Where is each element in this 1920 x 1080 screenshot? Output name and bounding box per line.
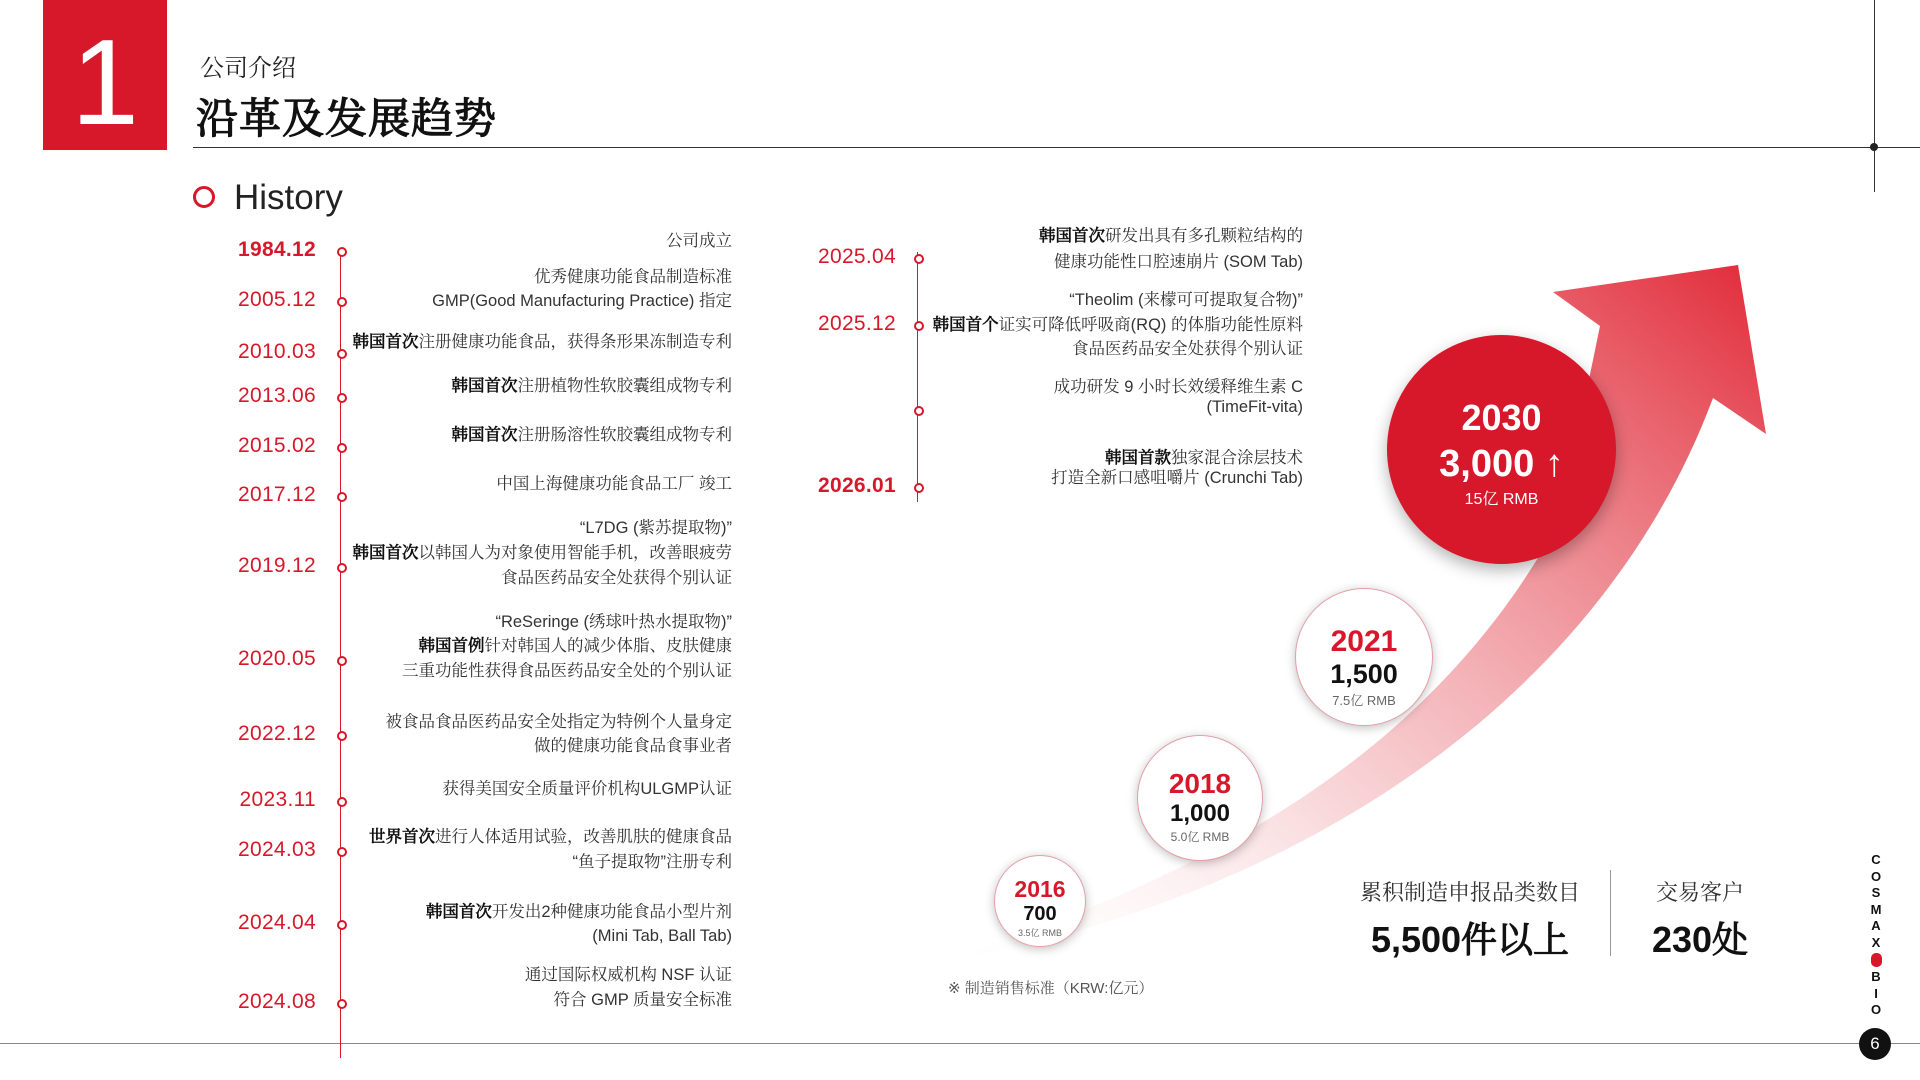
brand-emblem-icon <box>1871 953 1882 967</box>
event-text: 注册肠溶性软胶囊组成物专利 <box>517 426 732 444</box>
timeline-date: 2024.03 <box>237 838 316 861</box>
event-highlight: 韩国首次 <box>1039 227 1105 245</box>
event-text: 被食品食品医药品安全处指定为特例个人量身定 <box>385 713 732 731</box>
stats-divider <box>1610 870 1611 956</box>
timeline-date: 2023.11 <box>239 788 316 811</box>
event-text: 开发出2种健康功能食品小型片剂 <box>491 903 732 921</box>
growth-rmb: 5.0亿 RMB <box>1170 830 1230 844</box>
page-number: 6 <box>1859 1028 1891 1060</box>
event-highlight: 韩国首款 <box>1105 449 1171 467</box>
event-text: 优秀健康功能食品制造标准 <box>534 268 732 286</box>
brand-vertical-logo <box>1866 852 1886 1019</box>
timeline-date: 2017.12 <box>237 483 316 506</box>
growth-rmb: 7.5亿 RMB <box>1332 693 1396 708</box>
event-text: 食品医药品安全处获得个别认证 <box>1072 340 1303 358</box>
growth-value: 1,500 <box>1330 659 1398 689</box>
brand-letter: O <box>1870 868 1882 884</box>
event-text: (TimeFit-vita) <box>1206 398 1303 416</box>
event-text: 打造全新口感咀嚼片 (Crunchi Tab) <box>1051 469 1303 487</box>
event-highlight: 韩国首次 <box>352 544 419 562</box>
event-text: 针对韩国人的减少体脂、皮肤健康 <box>484 637 732 655</box>
event-text: 食品医药品安全处获得个别认证 <box>501 569 732 587</box>
section-number: 1 <box>71 14 139 150</box>
clients-label: 交易客户 <box>1655 880 1744 905</box>
growth-circle-2021 <box>1295 588 1433 726</box>
event-text: 公司成立 <box>666 232 732 250</box>
items-label: 累积制造申报品类数目 <box>1359 880 1580 905</box>
timeline-date: 2019.12 <box>237 554 316 577</box>
event-text: 做的健康功能食品食事业者 <box>534 737 732 755</box>
timeline-date: 2015.02 <box>237 434 316 457</box>
growth-circle-2018 <box>1137 735 1263 861</box>
growth-year: 2018 <box>1168 768 1232 799</box>
timeline-date: 1984.12 <box>237 238 316 261</box>
event-highlight: 世界首次 <box>369 828 435 846</box>
timeline-date: 2022.12 <box>237 722 316 745</box>
event-text: 注册健康功能食品，获得条形果冻制造专利 <box>418 333 732 351</box>
growth-value: 3,000 ↑ <box>1439 443 1564 485</box>
event-text: “鱼子提取物”注册专利 <box>572 853 732 871</box>
event-highlight: 韩国首例 <box>418 637 485 655</box>
brand-letter: B <box>1871 969 1881 984</box>
timeline-date: 2026.01 <box>817 474 896 497</box>
event-text: GMP(Good Manufacturing Practice) 指定 <box>432 292 732 310</box>
event-text: 以韩国人为对象使用智能手机，改善眼疲劳 <box>418 544 732 562</box>
event-text: 研发出具有多孔颗粒结构的 <box>1105 227 1303 245</box>
brand-letter: A <box>1871 918 1881 933</box>
event-text: 获得美国安全质量评价机构ULGMP认证 <box>442 780 732 798</box>
event-highlight: 韩国首次 <box>425 903 492 921</box>
timeline-date: 2005.12 <box>237 288 316 311</box>
event-text: “Theolim (来檬可可提取复合物)” <box>1069 291 1303 309</box>
event-text: “ReSeringe (绣球叶热水提取物)” <box>495 613 732 631</box>
page-title: 沿革及发展趋势 <box>196 95 498 142</box>
growth-year: 2030 <box>1461 397 1542 438</box>
event-text: “L7DG (紫苏提取物)” <box>579 519 732 537</box>
event-text: 进行人体适用试验，改善肌肤的健康食品 <box>435 828 732 846</box>
event-text: (Mini Tab, Ball Tab) <box>592 927 732 945</box>
timeline-date: 2010.03 <box>237 340 316 363</box>
event-text: 中国上海健康功能食品工厂 竣工 <box>496 475 732 493</box>
timeline-date: 2013.06 <box>237 384 316 407</box>
growth-value: 700 <box>1023 903 1057 925</box>
timeline-date: 2025.12 <box>817 312 896 335</box>
event-text: 证实可降低呼吸商(RQ) 的体脂功能性原料 <box>998 316 1303 334</box>
items-value: 5,500件以上 <box>1370 919 1570 960</box>
timeline-date: 2024.08 <box>237 990 316 1013</box>
brand-letter: S <box>1871 885 1881 900</box>
event-highlight: 韩国首个 <box>932 316 999 334</box>
growth-value: 1,000 <box>1169 800 1231 827</box>
growth-year: 2021 <box>1330 625 1398 658</box>
event-text: 健康功能性口腔速崩片 (SOM Tab) <box>1053 253 1303 271</box>
clients-value: 230处 <box>1651 919 1749 960</box>
brand-letter: M <box>1870 901 1882 917</box>
history-title: History <box>234 178 343 217</box>
event-highlight: 韩国首次 <box>352 333 419 351</box>
event-highlight: 韩国首次 <box>451 377 518 395</box>
timeline-date: 2020.05 <box>237 647 316 670</box>
timeline-date: 2025.04 <box>817 245 896 268</box>
growth-rmb: 3.5亿 RMB <box>1017 928 1062 938</box>
chart-note: ※ 制造销售标准（KRW:亿元） <box>948 980 1154 997</box>
event-text: 成功研发 9 小时长效缓释维生素 C <box>1053 378 1303 396</box>
event-highlight: 韩国首次 <box>451 426 518 444</box>
growth-circle-2030 <box>1387 335 1616 564</box>
brand-letter: C <box>1871 852 1881 867</box>
brand-letter: O <box>1870 1002 1882 1017</box>
event-text: 通过国际权威机构 NSF 认证 <box>524 966 732 984</box>
timeline-date: 2024.04 <box>237 911 316 934</box>
event-text: 注册植物性软胶囊组成物专利 <box>517 377 732 395</box>
growth-rmb: 15亿 RMB <box>1464 491 1539 508</box>
growth-circle-2016 <box>994 855 1086 947</box>
growth-year: 2016 <box>1014 876 1066 902</box>
event-text: 符合 GMP 质量安全标准 <box>553 991 732 1009</box>
brand-letter: I <box>1874 985 1878 1001</box>
event-text: 三重功能性获得食品医药品安全处的个别认证 <box>402 662 732 680</box>
brand-letter: X <box>1871 934 1881 950</box>
section-subtitle: 公司介绍 <box>200 55 296 82</box>
event-text: 独家混合涂层技术 <box>1171 449 1303 467</box>
